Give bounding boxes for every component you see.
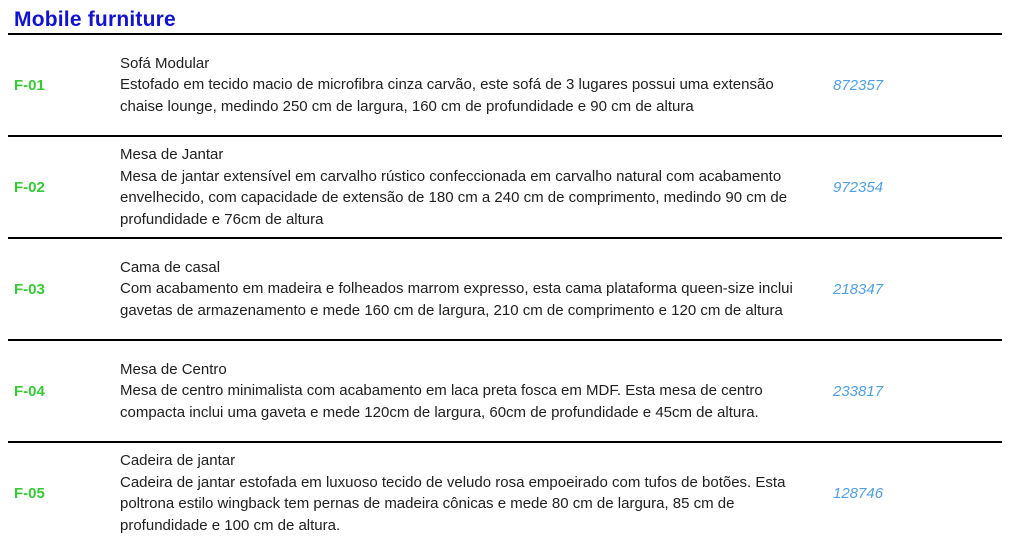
item-title: Cadeira de jantar [120, 452, 236, 469]
item-code-link[interactable]: 872357 [833, 76, 884, 94]
table-row [8, 135, 1002, 237]
item-code-link[interactable]: 972354 [833, 178, 884, 196]
item-id: F-03 [14, 280, 45, 298]
page-title: Mobile furniture [14, 8, 176, 31]
table-row [8, 339, 1002, 441]
item-text-cell [120, 257, 815, 322]
item-code-link[interactable]: 218347 [833, 280, 884, 298]
item-text-cell [120, 144, 815, 230]
item-code-link[interactable]: 128746 [833, 484, 884, 502]
table-row [8, 441, 1002, 543]
table-row [8, 33, 1002, 135]
item-description: Com acabamento em madeira e folheados marrom expresso, esta cama plataforma queen-size inclui gavetas de armazenamento e mede 160 cm de largura, 210 cm de comprimento e 120 cm de altura [120, 280, 793, 319]
item-description: Estofado em tecido macio de microfibra cinza carvão, este sofá de 3 lugares possui uma extensão chaise lounge, medindo 250 cm de largura, 160 cm de profundidade e 90 cm de altura [120, 76, 774, 115]
item-description: Mesa de centro minimalista com acabamento em laca preta fosca em MDF. Esta mesa de centro compacta inclui uma gaveta e mede 120cm de largura, 60cm de profundidade e 45cm de altura. [120, 382, 763, 421]
item-text-cell [120, 450, 815, 536]
item-id: F-01 [14, 76, 45, 94]
item-title: Mesa de Centro [120, 360, 227, 378]
item-code-link[interactable]: 233817 [833, 382, 884, 400]
item-title: Mesa de Jantar [120, 146, 224, 163]
table-row [8, 237, 1002, 339]
item-description: Mesa de jantar extensível em carvalho rústico confeccionada em carvalho natural com acabamento envelhecido, com capacidade de extensão de 180 cm a 240 cm de comprimento, medindo 90 cm de profundidade e 76cm de altura [120, 167, 788, 228]
item-id: F-02 [14, 178, 45, 196]
item-id: F-05 [14, 484, 45, 502]
item-text-cell [120, 359, 815, 424]
item-title: Cama de casal [120, 258, 221, 276]
item-description: Cadeira de jantar estofada em luxuoso tecido de veludo rosa empoeirado com tufos de botões. Esta poltrona estilo wingback tem pernas de madeira cônicas e mede 80 cm de largura, 85 cm de profundidade e 100 cm de altura. [120, 473, 786, 534]
furniture-table [8, 33, 1002, 543]
item-title: Sofá Modular [120, 54, 210, 72]
item-text-cell [120, 53, 815, 118]
item-id: F-04 [14, 382, 45, 400]
